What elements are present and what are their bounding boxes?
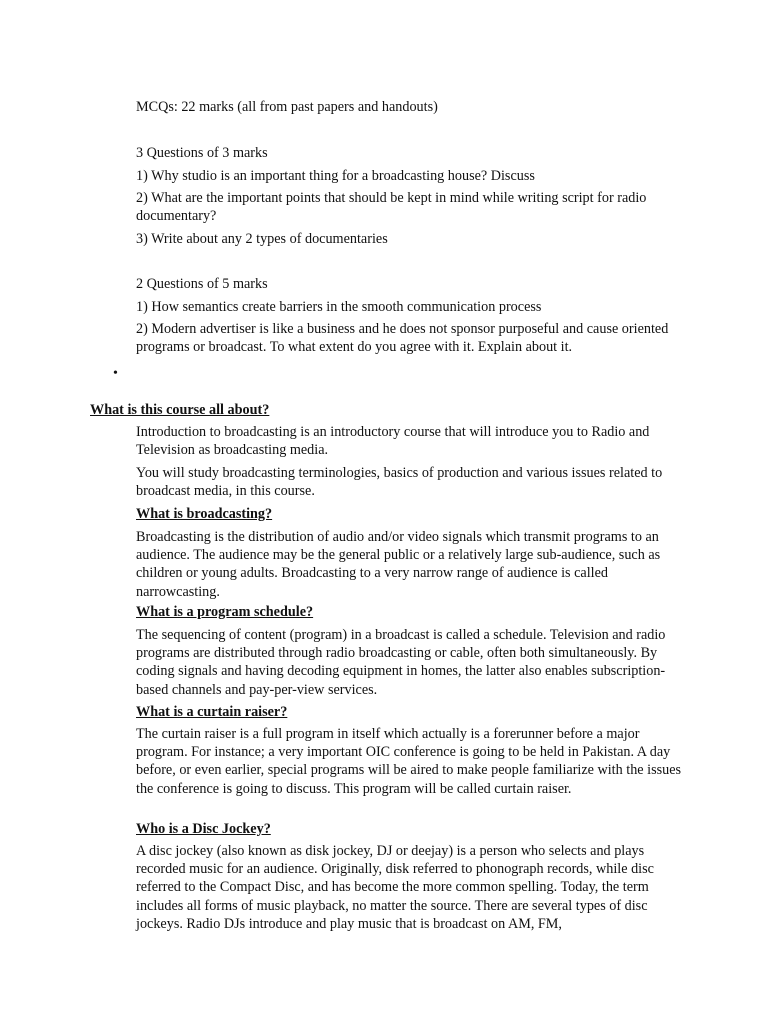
- dj-heading: Who is a Disc Jockey?: [136, 821, 271, 837]
- three-mark-q2: 2) What are the important points that should be kept in mind while writing script for radio documentary?: [136, 190, 647, 225]
- course-paragraph-2: You will study broadcasting terminologies, basics of production and various issues related to broadcast media, in this course.: [136, 465, 663, 500]
- broadcasting-body: Broadcasting is the distribution of audio and/or video signals which transmit programs to an audience. The audience may be the general public or a relatively large sub-audience, such as children or young adults. Broadcasting to a very narrow range of audience is called narrowcasting.: [136, 529, 661, 600]
- three-mark-title: 3 Questions of 3 marks: [136, 145, 268, 161]
- five-mark-title: 2 Questions of 5 marks: [136, 276, 268, 292]
- five-mark-q2: 2) Modern advertiser is like a business and he does not sponsor purposeful and cause oriented programs or broadcast. To what extent do you agree with it. Explain about it.: [136, 321, 669, 356]
- course-title: What is this course all about?: [90, 402, 270, 418]
- dj-body: A disc jockey (also known as disk jockey, DJ or deejay) is a person who selects and plays recorded music for an audience. Originally, disk referred to phonograph records, while disc referred to the Compact Disc, and has become the more common spelling. Today, the term includes all forms of music playback, no matter the source. There are several types of disc jockeys. Radio DJs introduce and play music that is broadcast on AM, FM,: [136, 843, 654, 932]
- schedule-heading: What is a program schedule?: [136, 604, 314, 620]
- curtain-heading: What is a curtain raiser?: [136, 704, 288, 720]
- schedule-body: The sequencing of content (program) in a broadcast is called a schedule. Television and radio programs are distributed through radio broadcasting or cable, often both simultaneously. By coding signals and having decoding equipment in homes, the latter also enables subscription-based channels and pay-per-view services.: [136, 627, 666, 698]
- course-paragraph-1: Introduction to broadcasting is an introductory course that will introduce you to Radio and Television as broadcasting media.: [136, 424, 650, 459]
- bullet-point: •: [113, 366, 118, 381]
- three-mark-q3: 3) Write about any 2 types of documentaries: [136, 231, 388, 247]
- five-mark-q1: 1) How semantics create barriers in the smooth communication process: [136, 299, 542, 315]
- mcqs-line: MCQs: 22 marks (all from past papers and handouts): [136, 99, 438, 115]
- three-mark-q1: 1) Why studio is an important thing for a broadcasting house? Discuss: [136, 168, 535, 184]
- curtain-body: The curtain raiser is a full program in itself which actually is a forerunner before a major program. For instance; a very important OIC conference is going to be held in Pakistan. A day before, or even earlier, special programs will be aired to make people familiarize with the issues the conference is going to discuss. This program will be called curtain raiser.: [136, 726, 682, 797]
- broadcasting-heading: What is broadcasting?: [136, 506, 273, 522]
